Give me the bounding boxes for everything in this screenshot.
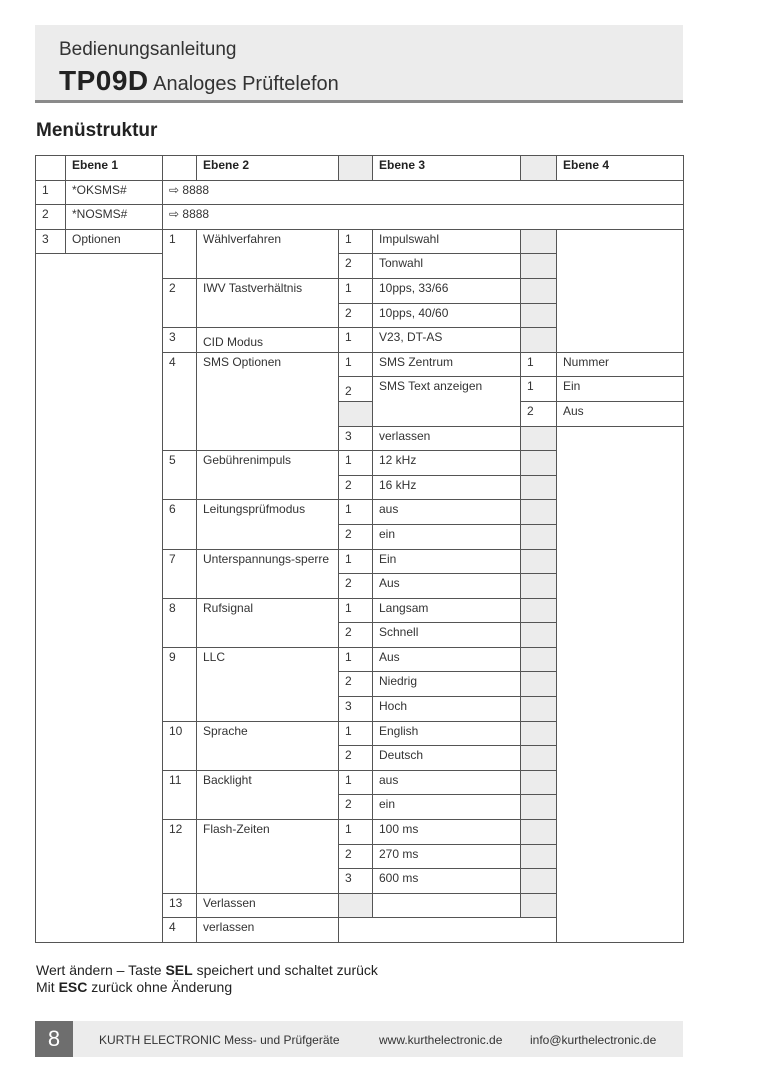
key-sel: SEL xyxy=(165,962,193,978)
table-row: 12 Flash-Zeiten 1 100 ms xyxy=(36,820,684,845)
table-row: 1 *OKSMS# ⇨ 8888 xyxy=(36,180,684,205)
table-row: 11 Backlight 1 aus xyxy=(36,770,684,795)
table-row: 5 Gebührenimpuls 1 12 kHz xyxy=(36,451,684,476)
product-title xyxy=(59,65,339,97)
header-ebene-2: Ebene 2 xyxy=(197,156,339,181)
table-row: 9 LLC 1 Aus xyxy=(36,647,684,672)
product-subtitle: Analoges Prüftelefon xyxy=(153,73,339,95)
table-row: 3 Optionen 1 Wählverfahren 1 Impulswahl xyxy=(36,229,684,254)
table-row: 2 Niedrig xyxy=(36,672,684,697)
header-ebene-3: Ebene 3 xyxy=(373,156,521,181)
header-ebene-4: Ebene 4 xyxy=(557,156,684,181)
table-row: 2 *NOSMS# ⇨ 8888 xyxy=(36,205,684,230)
table-row: 2 SMS Text anzeigen 1 Ein xyxy=(36,377,684,402)
table-row: 2 ein xyxy=(36,795,684,820)
table-row: 4 SMS Optionen 1 SMS Zentrum 1 Nummer xyxy=(36,352,684,377)
table-row: 6 Leitungsprüfmodus 1 aus xyxy=(36,500,684,525)
table-row: 10 Sprache 1 English xyxy=(36,721,684,746)
menu-structure-table xyxy=(35,155,684,943)
note-line-2: Mit ESC zurück ohne Änderung xyxy=(36,979,233,995)
table-row: 2 ein xyxy=(36,524,684,549)
table-row: 3 verlassen xyxy=(36,426,684,451)
table-row: 7 Unterspannungs-sperre 1 Ein xyxy=(36,549,684,574)
table-row: 8 Rufsignal 1 Langsam xyxy=(36,598,684,623)
table-row: 2 Schnell xyxy=(36,623,684,648)
table-row: 4 verlassen xyxy=(36,918,684,943)
footer-company: KURTH ELECTRONIC Mess- und Prüfgeräte xyxy=(99,1033,340,1047)
table-row: 3 CID Modus 1 V23, DT-AS xyxy=(36,328,684,353)
table-row: 2 16 kHz xyxy=(36,475,684,500)
manual-label: Bedienungsanleitung xyxy=(59,39,237,60)
table-row: 2 10pps, 40/60 xyxy=(36,303,684,328)
arrow-right-icon: ⇨ xyxy=(169,182,180,197)
page-footer xyxy=(35,1021,683,1057)
footer-website: www.kurthelectronic.de xyxy=(379,1033,503,1047)
table-row: 3 Hoch xyxy=(36,697,684,722)
table-row: 2 IWV Tastverhältnis 1 10pps, 33/66 xyxy=(36,278,684,303)
section-title: Menüstruktur xyxy=(36,120,158,141)
table-row: 2 Aus xyxy=(36,401,684,426)
page-header xyxy=(35,25,683,103)
table-row: 3 600 ms xyxy=(36,869,684,894)
footer-email: info@kurthelectronic.de xyxy=(530,1033,657,1047)
page-number: 8 xyxy=(35,1021,73,1057)
model-name: TP09D xyxy=(59,65,149,96)
table-row: 2 Tonwahl xyxy=(36,254,684,279)
table-row: 2 Deutsch xyxy=(36,746,684,771)
table-row: 13 Verlassen xyxy=(36,893,684,918)
table-row: 2 Aus xyxy=(36,574,684,599)
usage-notes xyxy=(36,962,378,996)
header-ebene-1: Ebene 1 xyxy=(66,156,163,181)
key-esc: ESC xyxy=(58,979,88,995)
table-row: 2 270 ms xyxy=(36,844,684,869)
arrow-right-icon: ⇨ xyxy=(169,207,180,222)
table-header-row xyxy=(36,156,684,181)
note-line-1: Wert ändern – Taste SEL speichert und schaltet zurück xyxy=(36,962,378,978)
